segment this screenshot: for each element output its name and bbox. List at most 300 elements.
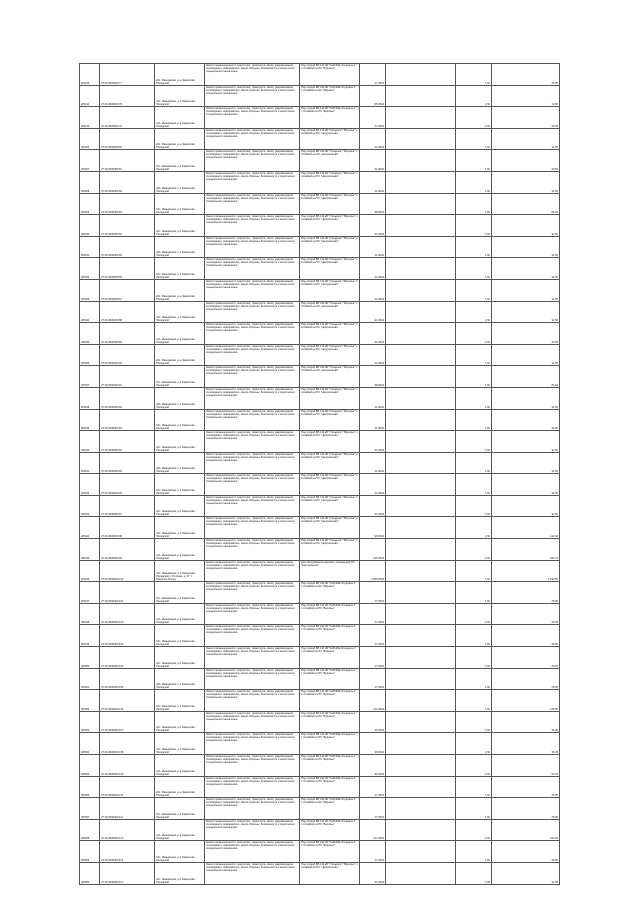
permitted-use-cell: Под опорой ВЛ-110 кВ "Отрадное"-"Воронья" с отпайкой на ПС "Центральная" <box>300 193 360 215</box>
address-cell: обл. Ивановская, р-н Гаврилово-Посадский <box>155 387 205 409</box>
row-id-cell: W0048 <box>80 603 100 625</box>
spacer-cell <box>386 64 456 86</box>
table-row <box>80 862 560 884</box>
spacer-cell <box>386 344 456 366</box>
permitted-use-cell: Под опорой ВЛ-110 кВ "Отрадное"-"Воронья" с отпайкой на ПС "Центральная" <box>300 171 360 193</box>
address-cell: обл. Ивановская, р-н Гаврилово-Посадский <box>155 668 205 690</box>
cadastral-number-cell: 37:16:0000000:111 <box>100 798 155 820</box>
address-cell: обл. Ивановская, р-н Гаврилово-Посадский <box>155 150 205 172</box>
area-cell: 21,0004 <box>360 301 386 323</box>
table-row <box>80 258 560 280</box>
amount-cell: 25,05 <box>492 776 560 798</box>
land-category-cell: Земли промышленности, энергетики, транспорта, связи, радиовещания, телевидения, информатики, земли обороны, безопасности и земли иного специального назначения <box>205 344 300 366</box>
table-row <box>80 387 560 409</box>
cadastral-number-cell: 37:16:0000000:113 <box>100 841 155 863</box>
table-row <box>80 171 560 193</box>
rate-cell: 1,50 <box>456 193 492 215</box>
area-cell: 21,0004 <box>360 258 386 280</box>
rate-cell: 1,50 <box>456 150 492 172</box>
spacer-cell <box>386 539 456 561</box>
permitted-use-cell: Под опорой ВЛ-110 кВ "ЧАРНОЕ-Отрадное-1" с отпайкой на ПС "Воронья" <box>300 107 360 129</box>
address-cell: обл. Ивановская, р-н Гаврилово-Посадский <box>155 819 205 841</box>
row-id-cell: W0037 <box>80 366 100 388</box>
cadastral-number-cell: 37:16:0000000:77 <box>100 64 155 86</box>
table-row <box>80 776 560 798</box>
cadastral-number-cell: 37:16:0000000:107 <box>100 711 155 733</box>
land-category-cell: Земли промышленности, энергетики, транспорта, связи, радиовещания, телевидения, информатики, земли обороны, безопасности и земли иного специального назначения <box>205 841 300 863</box>
address-cell: обл. Ивановская, р-н Гаврилово-Посадский <box>155 474 205 496</box>
table-row <box>80 64 560 86</box>
permitted-use-cell: Под опорой ВЛ-110 кВ "Отрадное"-"Воронья" с отпайкой на ПС "Центральная" <box>300 409 360 431</box>
cadastral-number-cell: 37:16:0000000:105 <box>100 668 155 690</box>
table-row <box>80 279 560 301</box>
area-cell: 21,0004 <box>360 387 386 409</box>
cadastral-number-cell: 37:16:0000000:95 <box>100 452 155 474</box>
spacer-cell <box>386 301 456 323</box>
permitted-use-cell: Под опорой ВЛ-110 кВ "ЧАРНОЕ-Отрадное-1" с отпайкой на ПС "Воронья" <box>300 690 360 712</box>
amount-cell: 31,50 <box>492 495 560 517</box>
cadastral-number-cell: 37:16:0000000:112 <box>100 819 155 841</box>
spacer-cell <box>386 776 456 798</box>
row-id-cell: W0047 <box>80 582 100 604</box>
amount-cell: 25,05 <box>492 582 560 604</box>
amount-cell: 36,45 <box>492 733 560 755</box>
cadastral-number-cell: 37:16:0000000:80 <box>100 128 155 150</box>
area-cell: 131,0004 <box>360 690 386 712</box>
area-cell: 21,0004 <box>360 452 386 474</box>
row-id-cell: W0055 <box>80 755 100 777</box>
table-row <box>80 323 560 345</box>
spacer-cell <box>386 711 456 733</box>
land-category-cell: Земли промышленности, энергетики, транспорта, связи, радиовещания, телевидения, информатики, земли обороны, безопасности и земли иного специального назначения <box>205 819 300 841</box>
row-id-cell: W0016 <box>80 64 100 86</box>
rate-cell: 1,50 <box>456 323 492 345</box>
land-category-cell: Земли промышленности, энергетики, транспорта, связи, радиовещания, телевидения, информатики, земли обороны, безопасности и земли иного специального назначения <box>205 64 300 86</box>
rate-cell: 1,50 <box>456 798 492 820</box>
row-id-cell: W0033 <box>80 279 100 301</box>
area-cell: 59,0004 <box>360 755 386 777</box>
rate-cell: 1,50 <box>456 625 492 647</box>
address-cell: обл. Ивановская, р-н Гаврилово-Посадский <box>155 64 205 86</box>
permitted-use-cell: Под опорой ВЛ-110 кВ "Отрадное"-"Воронья" с отпайкой на ПС "Центральная" <box>300 366 360 388</box>
row-id-cell: W0053 <box>80 711 100 733</box>
cadastral-number-cell: 37:16:0000000:84 <box>100 215 155 237</box>
land-category-cell: Земли промышленности, энергетики, транспорта, связи, радиовещания, телевидения, информатики, земли обороны, безопасности и земли иного специального назначения <box>205 690 300 712</box>
land-category-cell: Земли промышленности, энергетики, транспорта, связи, радиовещания, телевидения, информатики, земли обороны, безопасности и земли иного специального назначения <box>205 474 300 496</box>
row-id-cell: W0038 <box>80 387 100 409</box>
area-cell: 96,0004 <box>360 517 386 539</box>
address-cell: обл. Ивановская, р-н Гаврилово-Посадский <box>155 798 205 820</box>
cadastral-number-cell: 37:16:0000000:106 <box>100 690 155 712</box>
table-row <box>80 107 560 129</box>
table-row <box>80 582 560 604</box>
table-row <box>80 366 560 388</box>
land-category-cell: Земли промышленности, энергетики, транспорта, связи, радиовещания, телевидения, информатики, земли обороны, безопасности и земли иного специального назначения <box>205 711 300 733</box>
table-row <box>80 539 560 561</box>
land-category-cell: Земли промышленности, энергетики, транспорта, связи, радиовещания, телевидения, информатики, земли обороны, безопасности и земли иного специального назначения <box>205 431 300 453</box>
spacer-cell <box>386 495 456 517</box>
permitted-use-cell: Под опорой ВЛ-110 кВ "Отрадное"-"Воронья" с отпайкой на ПС "Центральная" <box>300 236 360 258</box>
land-category-cell: Земли промышленности, энергетики, транспорта, связи, радиовещания, телевидения, информатики, земли обороны, безопасности и земли иного специального назначения <box>205 647 300 669</box>
land-category-cell: Земли промышленности, энергетики, транспорта, связи, радиовещания, телевидения, информатики, земли обороны, безопасности и земли иного специального назначения <box>205 560 300 582</box>
permitted-use-cell: Под опорой ВЛ-110 кВ "Отрадное"-"Воронья" с отпайкой на ПС "Центральная" <box>300 387 360 409</box>
register-sheet <box>79 63 559 885</box>
amount-cell: 31,50 <box>492 431 560 453</box>
address-cell: обл. Ивановская, р-н Гаврилово-Посадский <box>155 431 205 453</box>
amount-cell: 46,50 <box>492 323 560 345</box>
spacer-cell <box>386 862 456 884</box>
spacer-cell <box>386 625 456 647</box>
address-cell: обл. Ивановская, р-н Гаврилово-Посадский <box>155 690 205 712</box>
permitted-use-cell: Под опорой ВЛ-110 кВ "ЧАРНОЕ-Отрадное-1" с отпайкой на ПС "Воронья" <box>300 64 360 86</box>
area-cell: 17,0004 <box>360 647 386 669</box>
rate-cell: 1,50 <box>456 301 492 323</box>
address-cell: обл. Ивановская, р-н Гаврилово-Посадский <box>155 603 205 625</box>
area-cell: 17,0004 <box>360 107 386 129</box>
cadastral-number-cell: 37:16:0000000:83 <box>100 193 155 215</box>
permitted-use-cell: Под опорой ВЛ-110 кВ "Отрадное"-"Воронья" с отпайкой на ПС "Центральная" <box>300 431 360 453</box>
amount-cell: 4 432,50 <box>492 560 560 582</box>
address-cell: обл. Ивановская, р-н Гаврилово-Посадский <box>155 215 205 237</box>
row-id-cell: W0056 <box>80 776 100 798</box>
spacer-cell <box>386 409 456 431</box>
row-id-cell: W0041 <box>80 452 100 474</box>
land-category-cell: Земли промышленности, энергетики, транспорта, связи, радиовещания, телевидения, информатики, земли обороны, безопасности и земли иного специального назначения <box>205 539 300 561</box>
area-cell: 17,0004 <box>360 798 386 820</box>
table-row <box>80 603 560 625</box>
area-cell: 17,0004 <box>360 582 386 604</box>
land-category-cell: Земли промышленности, энергетики, транспорта, связи, радиовещания, телевидения, информатики, земли обороны, безопасности и земли иного специального назначения <box>205 301 300 323</box>
rate-cell: 1,50 <box>456 517 492 539</box>
amount-cell: 145,50 <box>492 690 560 712</box>
table-row <box>80 85 560 107</box>
address-cell: обл. Ивановская, р-н Гаврилово-Посадский <box>155 647 205 669</box>
table-row <box>80 668 560 690</box>
address-cell: обл. Ивановская, р-н Гаврилово-Посадский <box>155 755 205 777</box>
area-cell: 31,0004 <box>360 323 386 345</box>
rate-cell: 1,50 <box>456 560 492 582</box>
address-cell: обл. Ивановская, р-н Гаврилово-Посадский <box>155 517 205 539</box>
amount-cell: 31,50 <box>492 862 560 884</box>
amount-cell: 31,50 <box>492 387 560 409</box>
permitted-use-cell: Под опорой ВЛ-110 кВ "Отрадное"-"Воронья" с отпайкой на ПС "Центральная" <box>300 128 360 150</box>
amount-cell: 25,05 <box>492 668 560 690</box>
land-category-cell: Земли промышленности, энергетики, транспорта, связи, радиовещания, телевидения, информатики, земли обороны, безопасности и земли иного специального назначения <box>205 668 300 690</box>
rate-cell: 1,50 <box>456 733 492 755</box>
permitted-use-cell: Под опорой ВЛ-110 кВ "ЧАРНОЕ-Отрадное-1" с отпайкой на ПС "Воронья" <box>300 668 360 690</box>
row-id-cell: W0040 <box>80 431 100 453</box>
amount-cell: 31,50 <box>492 215 560 237</box>
row-id-cell: W0028 <box>80 171 100 193</box>
area-cell: 17,0004 <box>360 64 386 86</box>
spacer-cell <box>386 474 456 496</box>
permitted-use-cell: Под опорой ВЛ-110 кВ "ЧАРНОЕ-Отрадное-1" с отпайкой на ПС "Воронья" <box>300 603 360 625</box>
land-category-cell: Земли промышленности, энергетики, транспорта, связи, радиовещания, телевидения, информатики, земли обороны, безопасности и земли иного специального назначения <box>205 150 300 172</box>
rate-cell: 1,50 <box>456 215 492 237</box>
amount-cell: 31,50 <box>492 409 560 431</box>
rate-cell: 1,50 <box>456 776 492 798</box>
area-cell: 36,0004 <box>360 733 386 755</box>
area-cell: 2 955,0004 <box>360 560 386 582</box>
row-id-cell: W0052 <box>80 690 100 712</box>
area-cell: 21,0004 <box>360 128 386 150</box>
area-cell: 21,0004 <box>360 215 386 237</box>
row-id-cell: W0014 <box>80 85 100 107</box>
table-row <box>80 409 560 431</box>
area-cell: 31,0004 <box>360 150 386 172</box>
cadastral-number-cell: 37:16:0000000:86 <box>100 258 155 280</box>
amount-cell: 25,05 <box>492 107 560 129</box>
row-id-cell: W0025 <box>80 128 100 150</box>
cadastral-number-cell: 37:16:0000000:89 <box>100 323 155 345</box>
row-id-cell: W0027 <box>80 150 100 172</box>
area-cell: 36,0004 <box>360 711 386 733</box>
spacer-cell <box>386 517 456 539</box>
spacer-cell <box>386 668 456 690</box>
table-row <box>80 690 560 712</box>
amount-cell: 31,50 <box>492 344 560 366</box>
row-id-cell: W0051 <box>80 668 100 690</box>
rate-cell: 1,50 <box>456 128 492 150</box>
table-row <box>80 517 560 539</box>
spacer-cell <box>386 733 456 755</box>
rate-cell: 1,50 <box>456 258 492 280</box>
address-cell: обл. Ивановская, р-н Гаврилово-Посадский <box>155 625 205 647</box>
spacer-cell <box>386 85 456 107</box>
rate-cell: 1,50 <box>456 647 492 669</box>
address-cell: обл. Ивановская, р-н Гаврилово-Посадский <box>155 733 205 755</box>
table-row <box>80 560 560 582</box>
cadastral-number-cell: 37:16:0000000:91 <box>100 366 155 388</box>
row-id-cell: W0030 <box>80 215 100 237</box>
area-cell: 21,0004 <box>360 862 386 884</box>
address-cell: обл. Ивановская, р-н Гаврилово-Посадский <box>155 236 205 258</box>
rate-cell: 1,50 <box>456 711 492 733</box>
permitted-use-cell: Под опорой ВЛ-110 кВ "Отрадное"-"Воронья" с отпайкой на ПС "Центральная" <box>300 150 360 172</box>
address-cell: обл. Ивановская, р-н Гаврилово-Посадский <box>155 128 205 150</box>
cadastral-number-cell: 37:16:0000000:101 <box>100 582 155 604</box>
area-cell: 21,0004 <box>360 344 386 366</box>
address-cell: обл. Ивановская, р-н Гаврилово-Посадский <box>155 279 205 301</box>
amount-cell: 31,50 <box>492 474 560 496</box>
cadastral-number-cell: 37:16:0000000:110 <box>100 776 155 798</box>
rate-cell: 1,50 <box>456 474 492 496</box>
table-row <box>80 193 560 215</box>
spacer-cell <box>386 107 456 129</box>
address-cell: обл. Ивановская, р-н Гаврилово-Посадский <box>155 193 205 215</box>
table-row <box>80 452 560 474</box>
area-cell: 17,0004 <box>360 625 386 647</box>
row-id-cell: W0046 <box>80 560 100 582</box>
amount-cell: 142,92 <box>492 517 560 539</box>
row-id-cell: W0054 <box>80 733 100 755</box>
land-category-cell: Земли промышленности, энергетики, транспорта, связи, радиовещания, телевидения, информатики, земли обороны, безопасности и земли иного специального назначения <box>205 582 300 604</box>
address-cell: обл. Ивановская, р-н Гаврилово-Посадский <box>155 841 205 863</box>
amount-cell: 31,50 <box>492 171 560 193</box>
area-cell: 21,0004 <box>360 495 386 517</box>
address-cell: обл. Ивановская, р-н Гаврилово-Посадский <box>155 344 205 366</box>
permitted-use-cell: Под опорой ВЛ-110 кВ "ЧАРНОЕ-Отрадное-1" с отпайкой на ПС "Воронья" <box>300 798 360 820</box>
permitted-use-cell: Под опорой ВЛ-110 кВ "ЧАРНОЕ-Отрадное-1" с отпайкой на ПС "Воронья" <box>300 819 360 841</box>
spacer-cell <box>386 841 456 863</box>
permitted-use-cell: Под опорой ВЛ-110 кВ "Отрадное"-"Воронья" с отпайкой на ПС "Центральная" <box>300 258 360 280</box>
spacer-cell <box>386 279 456 301</box>
land-category-cell: Земли промышленности, энергетики, транспорта, связи, радиовещания, телевидения, информатики, земли обороны, безопасности и земли иного специального назначения <box>205 625 300 647</box>
rate-cell: 1,50 <box>456 539 492 561</box>
address-cell: обл. Ивановская, р-н Гаврилово-Посадский <box>155 495 205 517</box>
permitted-use-cell: Под опорой ВЛ-110 кВ "Отрадное"-"Воронья" с отпайкой на ПС "Центральная" <box>300 474 360 496</box>
cadastral-number-cell: 37:16:0000000:92 <box>100 387 155 409</box>
address-cell: обл. Ивановская, р-н Гаврилово-Посадский <box>155 171 205 193</box>
address-cell: обл. Ивановская, р-н Гаврилово-Посадский <box>155 301 205 323</box>
spacer-cell <box>386 150 456 172</box>
cadastral-number-cell: 37:16:0000000:93 <box>100 409 155 431</box>
table-body <box>80 64 560 885</box>
amount-cell: 31,50 <box>492 301 560 323</box>
row-id-cell: W0058 <box>80 819 100 841</box>
land-category-cell: Земли промышленности, энергетики, транспорта, связи, радиовещания, телевидения, информатики, земли обороны, безопасности и земли иного специального назначения <box>205 128 300 150</box>
cadastral-number-cell: 37:16:0000000:99 <box>100 539 155 561</box>
spacer-cell <box>386 452 456 474</box>
address-cell: обл. Ивановская, р-н Гаврилово-Посадский <box>155 366 205 388</box>
amount-cell: 25,05 <box>492 798 560 820</box>
amount-cell: 25,05 <box>492 625 560 647</box>
permitted-use-cell: Под опорой ВЛ-110 кВ "Отрадное"-"Воронья" с отпайкой на ПС "Центральная" <box>300 495 360 517</box>
spacer-cell <box>386 215 456 237</box>
address-cell: обл. Ивановская, р-н Гаврилово-Посадский <box>155 776 205 798</box>
row-id-cell: W0044 <box>80 517 100 539</box>
area-cell: 58,0004 <box>360 366 386 388</box>
amount-cell: 31,50 <box>492 236 560 258</box>
row-id-cell: W0059 <box>80 841 100 863</box>
permitted-use-cell: Для обслуживания зданий и сооружений ПС "Центральная" <box>300 560 360 582</box>
address-cell: обл. Ивановская, р-н Гаврилово-Посадский <box>155 711 205 733</box>
amount-cell: 25,05 <box>492 647 560 669</box>
spacer-cell <box>386 755 456 777</box>
table-row <box>80 474 560 496</box>
amount-cell: 186,74 <box>492 539 560 561</box>
rate-cell: 1,50 <box>456 690 492 712</box>
permitted-use-cell: Под опорой ВЛ-110 кВ "Отрадное"-"Воронья" с отпайкой на ПС "Центральная" <box>300 301 360 323</box>
amount-cell: 25,05 <box>492 603 560 625</box>
row-id-cell: W0031 <box>80 236 100 258</box>
row-id-cell: W0043 <box>80 495 100 517</box>
amount-cell: 25,05 <box>492 841 560 863</box>
address-cell: обл. Ивановская, р-н Гаврилово-Посадский, с.Петрово, д. 37, г. Гаврилов Посад <box>155 560 205 582</box>
address-cell: обл. Ивановская, р-н Гаврилово-Посадский <box>155 539 205 561</box>
permitted-use-cell: Под опорой ВЛ-110 кВ "ЧАРНОЕ-Отрадное-1" с отпайкой на ПС "Воронья" <box>300 755 360 777</box>
address-cell: обл. Ивановская, р-н Гаврилово-Посадский <box>155 107 205 129</box>
row-id-cell: W0049 <box>80 625 100 647</box>
table-row <box>80 495 560 517</box>
row-id-cell: W0057 <box>80 798 100 820</box>
area-cell: 17,0004 <box>360 668 386 690</box>
address-cell: обл. Ивановская, р-н Гаврилово-Посадский <box>155 85 205 107</box>
permitted-use-cell: Под опорой ВЛ-110 кВ "Отрадное"-"Воронья" с отпайкой на ПС "Центральная" <box>300 323 360 345</box>
permitted-use-cell: Под опорой ВЛ-110 кВ "ЧАРНОЕ-Отрадное-1" с отпайкой на ПС "Воронья" <box>300 647 360 669</box>
land-category-cell: Земли промышленности, энергетики, транспорта, связи, радиовещания, телевидения, информатики, земли обороны, безопасности и земли иного специального назначения <box>205 387 300 409</box>
cadastral-number-cell: 37:16:0000000:81 <box>100 150 155 172</box>
amount-cell: 31,50 <box>492 452 560 474</box>
address-cell: обл. Ивановская, р-н Гаврилово-Посадский <box>155 582 205 604</box>
area-cell: 17,0004 <box>360 776 386 798</box>
cadastral-number-cell: 37:16:0000000:90 <box>100 344 155 366</box>
table-row <box>80 431 560 453</box>
land-category-cell: Земли промышленности, энергетики, транспорта, связи, радиовещания, телевидения, информатики, земли обороны, безопасности и земли иного специального назначения <box>205 733 300 755</box>
cadastral-number-cell: 37:16:0000000:102 <box>100 603 155 625</box>
permitted-use-cell: Под опорой ВЛ-110 кВ "ЧАРНОЕ-Отрадное-1" с отпайкой на ПС "Воронья" <box>300 582 360 604</box>
area-cell: 21,0004 <box>360 279 386 301</box>
row-id-cell: W0050 <box>80 647 100 669</box>
table-row <box>80 344 560 366</box>
address-cell: обл. Ивановская, р-н Гаврилово-Посадский <box>155 323 205 345</box>
table-row <box>80 733 560 755</box>
rate-cell: 1,50 <box>456 582 492 604</box>
cadastral-number-cell: 37:16:0000000:87 <box>100 279 155 301</box>
permitted-use-cell: Под опорой ВЛ-110 кВ "Отрадное"-"Воронья" с отпайкой на ПС "Центральная" <box>300 344 360 366</box>
spacer-cell <box>386 647 456 669</box>
rate-cell: 1,50 <box>456 366 492 388</box>
table-row <box>80 301 560 323</box>
row-id-cell: W0015 <box>80 107 100 129</box>
land-category-cell: Земли промышленности, энергетики, транспорта, связи, радиовещания, телевидения, информатики, земли обороны, безопасности и земли иного специального назначения <box>205 452 300 474</box>
cadastral-number-cell: 37:16:0000000:98 <box>100 517 155 539</box>
address-cell: обл. Ивановская, р-н Гаврилово-Посадский <box>155 258 205 280</box>
rate-cell: 1,50 <box>456 819 492 841</box>
spacer-cell <box>386 366 456 388</box>
cadastral-number-cell: 37:16:0000000:82 <box>100 171 155 193</box>
permitted-use-cell: Под опорой ВЛ-110 кВ "Отрадное"-"Воронья" с отпайкой на ПС "Центральная" <box>300 452 360 474</box>
permitted-use-cell: Под опорой ВЛ-110 кВ "ЧАРНОЕ-Отрадное-1" с отпайкой на ПС "Воронья" <box>300 625 360 647</box>
row-id-cell: W0042 <box>80 474 100 496</box>
land-category-cell: Земли промышленности, энергетики, транспорта, связи, радиовещания, телевидения, информатики, земли обороны, безопасности и земли иного специального назначения <box>205 107 300 129</box>
row-id-cell: W0032 <box>80 258 100 280</box>
cadastral-number-cell: 37:16:0000000:100 <box>100 560 155 582</box>
rate-cell: 1,50 <box>456 755 492 777</box>
rate-cell: 1,50 <box>456 862 492 884</box>
address-cell: обл. Ивановская, р-н Гаврилово-Посадский <box>155 452 205 474</box>
table-row <box>80 755 560 777</box>
area-cell: 21,0004 <box>360 474 386 496</box>
land-category-cell: Земли промышленности, энергетики, транспорта, связи, радиовещания, телевидения, информатики, земли обороны, безопасности и земли иного специального назначения <box>205 323 300 345</box>
land-category-cell: Земли промышленности, энергетики, транспорта, связи, радиовещания, телевидения, информатики, земли обороны, безопасности и земли иного специального назначения <box>205 279 300 301</box>
area-cell: 21,0004 <box>360 236 386 258</box>
table-row <box>80 819 560 841</box>
area-cell: 21,0004 <box>360 431 386 453</box>
rate-cell: 1,50 <box>456 841 492 863</box>
spacer-cell <box>386 690 456 712</box>
land-category-cell: Земли промышленности, энергетики, транспорта, связи, радиовещания, телевидения, информатики, земли обороны, безопасности и земли иного специального назначения <box>205 862 300 884</box>
row-id-cell: W0039 <box>80 409 100 431</box>
land-category-cell: Земли промышленности, энергетики, транспорта, связи, радиовещания, телевидения, информатики, земли обороны, безопасности и земли иного специального назначения <box>205 85 300 107</box>
area-cell: 107,0004 <box>360 819 386 841</box>
spacer-cell <box>386 387 456 409</box>
amount-cell: 31,50 <box>492 258 560 280</box>
land-category-cell: Земли промышленности, энергетики, транспорта, связи, радиовещания, телевидения, информатики, земли обороны, безопасности и земли иного специального назначения <box>205 755 300 777</box>
spacer-cell <box>386 603 456 625</box>
land-category-cell: Земли промышленности, энергетики, транспорта, связи, радиовещания, телевидения, информатики, земли обороны, безопасности и земли иного специального назначения <box>205 517 300 539</box>
land-category-cell: Земли промышленности, энергетики, транспорта, связи, радиовещания, телевидения, информатики, земли обороны, безопасности и земли иного специального назначения <box>205 215 300 237</box>
area-cell: 21,0004 <box>360 409 386 431</box>
rate-cell: 1,50 <box>456 236 492 258</box>
rate-cell: 1,50 <box>456 279 492 301</box>
cadastral-number-cell: 37:16:0000000:88 <box>100 301 155 323</box>
spacer-cell <box>386 323 456 345</box>
amount-cell: 36,45 <box>492 711 560 733</box>
amount-cell: 72,65 <box>492 85 560 107</box>
cadastral-number-cell: 37:16:0000000:114 <box>100 862 155 884</box>
amount-cell: 60,75 <box>492 755 560 777</box>
